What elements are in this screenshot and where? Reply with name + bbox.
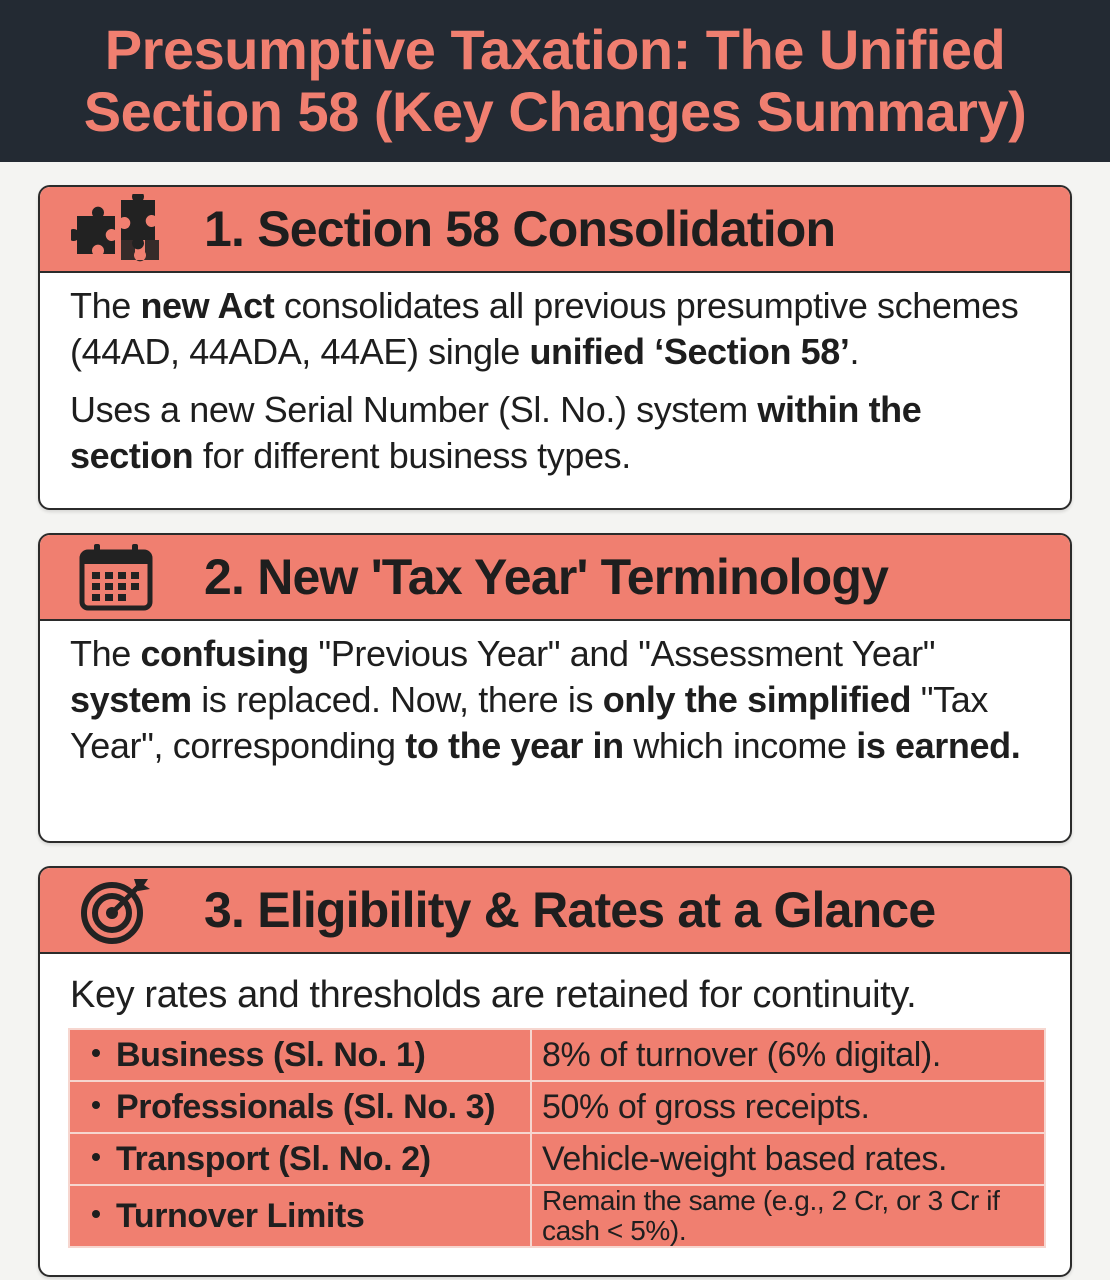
rate-label-cell xyxy=(69,1185,531,1247)
bullet-icon xyxy=(92,1210,100,1218)
table-row xyxy=(69,1133,1045,1185)
page-title-line-2: Section 58 (Key Changes Summary) xyxy=(83,80,1027,143)
bold-text: confusing xyxy=(140,633,309,674)
bold-text: system xyxy=(70,679,192,720)
section-title: 1. Section 58 Consolidation xyxy=(204,201,836,257)
text: The xyxy=(70,633,141,674)
rate-label-cell xyxy=(69,1029,531,1081)
rate-value: 50% of gross receipts. xyxy=(531,1081,1045,1133)
puzzle-icon xyxy=(68,186,164,272)
rate-value: Remain the same (e.g., 2 Cr, or 3 Cr if cash < 5%). xyxy=(531,1185,1045,1247)
section-body xyxy=(40,621,1070,769)
section-paragraph xyxy=(70,631,1040,769)
rates-intro: Key rates and thresholds are retained for continuity. xyxy=(70,974,917,1016)
text: is replaced. Now, there is xyxy=(191,679,603,720)
rate-label: Turnover Limits xyxy=(116,1196,365,1235)
text: "Previous Year" and "Assessment Year" xyxy=(308,633,936,674)
bullet-icon xyxy=(92,1101,100,1109)
table-row xyxy=(69,1081,1045,1133)
page-header xyxy=(0,0,1110,162)
target-icon xyxy=(68,867,164,953)
text: consolidates all previous presumptive schemes (44AD, 44ADA, 44AE) single xyxy=(70,285,1019,372)
table-row xyxy=(69,1029,1045,1081)
section-title: 3. Eligibility & Rates at a Glance xyxy=(204,882,936,938)
text: for different business types. xyxy=(193,435,631,476)
section-eligibility-card xyxy=(38,866,1072,1277)
bold-text: new Act xyxy=(140,285,275,326)
rate-label: Transport (Sl. No. 2) xyxy=(116,1139,431,1178)
rate-value: 8% of turnover (6% digital). xyxy=(531,1029,1045,1081)
calendar-icon xyxy=(68,534,164,620)
bullet-icon xyxy=(92,1049,100,1057)
rate-label: Business (Sl. No. 1) xyxy=(116,1035,426,1074)
rate-label: Professionals (Sl. No. 3) xyxy=(116,1087,496,1126)
rate-value: Vehicle-weight based rates. xyxy=(531,1133,1045,1185)
section-paragraph xyxy=(70,283,1040,375)
section-header xyxy=(40,187,1070,273)
text: Uses a new Serial Number (Sl. No.) system xyxy=(70,389,758,430)
text: "Tax Year", corresponding xyxy=(70,679,988,766)
rates-table xyxy=(68,1028,1046,1248)
section-header xyxy=(40,535,1070,621)
section-consolidation-card xyxy=(38,185,1072,510)
text: The xyxy=(70,285,141,326)
page-title-line-1: Presumptive Taxation: The Unified xyxy=(104,18,1006,81)
text: which income xyxy=(623,725,857,766)
section-body xyxy=(40,273,1070,479)
bold-text: within the section xyxy=(70,389,922,476)
bold-text: is earned. xyxy=(856,725,1021,766)
bullet-icon xyxy=(92,1153,100,1161)
section-paragraph xyxy=(70,387,1040,479)
rate-label-cell xyxy=(69,1133,531,1185)
section-title: 2. New 'Tax Year' Terminology xyxy=(204,549,889,605)
section-header xyxy=(40,868,1070,954)
bold-text: unified ‘Section 58’ xyxy=(529,331,850,372)
bold-text: to the year in xyxy=(405,725,624,766)
table-row xyxy=(69,1185,1045,1247)
section-tax-year-card xyxy=(38,533,1072,843)
bold-text: only the simplified xyxy=(602,679,912,720)
rate-label-cell xyxy=(69,1081,531,1133)
text: . xyxy=(849,331,860,372)
